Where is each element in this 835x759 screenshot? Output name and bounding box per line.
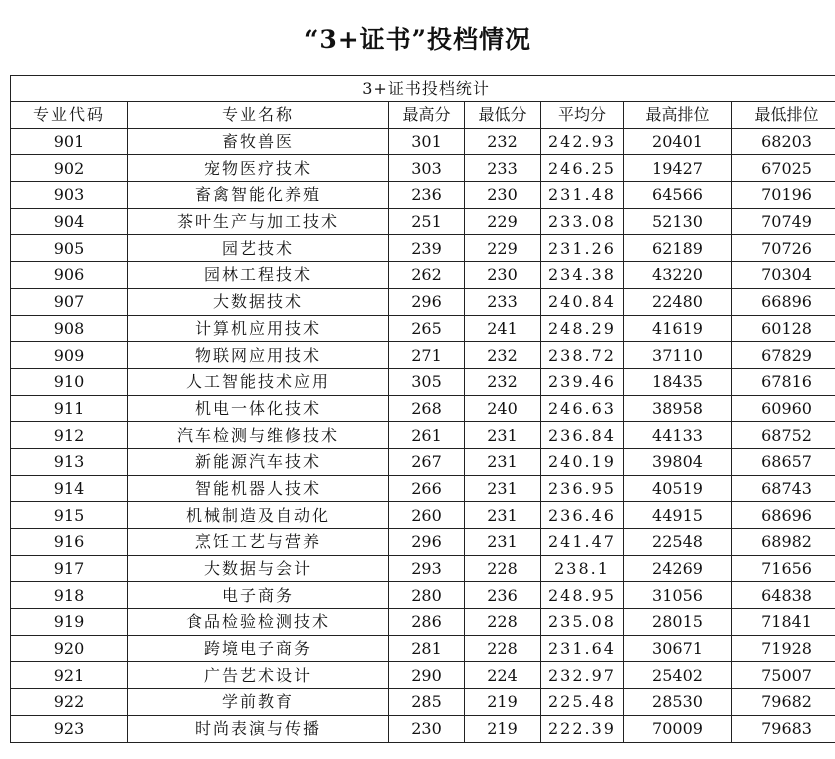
cell-major-name: 新能源汽车技术	[128, 448, 389, 475]
table-body	[11, 128, 835, 742]
cell-highest-rank: 62189	[624, 235, 732, 262]
table-row	[11, 235, 835, 262]
cell-major-name: 园艺技术	[128, 235, 389, 262]
table-caption: 3+证书投档统计	[11, 76, 835, 102]
table-row	[11, 288, 835, 315]
cell-average-score: 222.39	[541, 715, 624, 742]
cell-major-code: 908	[11, 315, 128, 342]
cell-major-name: 宠物医疗技术	[128, 155, 389, 182]
cell-major-name: 广告艺术设计	[128, 662, 389, 689]
cell-average-score: 238.1	[541, 555, 624, 582]
cell-major-name: 机械制造及自动化	[128, 502, 389, 529]
cell-lowest-rank: 60128	[732, 315, 835, 342]
cell-average-score: 246.25	[541, 155, 624, 182]
cell-lowest-score: 230	[465, 262, 541, 289]
cell-highest-score: 261	[389, 422, 465, 449]
cell-average-score: 235.08	[541, 609, 624, 636]
cell-lowest-rank: 66896	[732, 288, 835, 315]
cell-major-name: 大数据与会计	[128, 555, 389, 582]
cell-major-code: 906	[11, 262, 128, 289]
cell-highest-score: 266	[389, 475, 465, 502]
cell-major-name: 烹饪工艺与营养	[128, 529, 389, 556]
cell-major-code: 909	[11, 342, 128, 369]
cell-highest-rank: 70009	[624, 715, 732, 742]
cell-major-code: 915	[11, 502, 128, 529]
cell-lowest-score: 219	[465, 689, 541, 716]
table-row	[11, 635, 835, 662]
cell-major-name: 电子商务	[128, 582, 389, 609]
table-row	[11, 555, 835, 582]
cell-major-code: 913	[11, 448, 128, 475]
cell-highest-score: 260	[389, 502, 465, 529]
cell-lowest-rank: 68696	[732, 502, 835, 529]
cell-major-code: 920	[11, 635, 128, 662]
column-header-lowest-score: 最低分	[465, 102, 541, 129]
cell-major-name: 茶叶生产与加工技术	[128, 208, 389, 235]
cell-lowest-score: 229	[465, 235, 541, 262]
column-header-highest-rank: 最高排位	[624, 102, 732, 129]
cell-major-name: 畜禽智能化养殖	[128, 182, 389, 209]
table-row	[11, 342, 835, 369]
cell-highest-rank: 28530	[624, 689, 732, 716]
cell-average-score: 248.29	[541, 315, 624, 342]
cell-lowest-rank: 71928	[732, 635, 835, 662]
cell-lowest-rank: 71656	[732, 555, 835, 582]
cell-major-code: 916	[11, 529, 128, 556]
table-row	[11, 529, 835, 556]
cell-lowest-score: 231	[465, 475, 541, 502]
cell-highest-score: 303	[389, 155, 465, 182]
cell-lowest-rank: 67025	[732, 155, 835, 182]
cell-major-name: 食品检验检测技术	[128, 609, 389, 636]
cell-average-score: 238.72	[541, 342, 624, 369]
cell-major-name: 跨境电子商务	[128, 635, 389, 662]
table-row	[11, 368, 835, 395]
cell-major-code: 921	[11, 662, 128, 689]
cell-lowest-rank: 60960	[732, 395, 835, 422]
cell-highest-score: 296	[389, 288, 465, 315]
cell-major-code: 901	[11, 128, 128, 155]
cell-major-code: 911	[11, 395, 128, 422]
cell-average-score: 233.08	[541, 208, 624, 235]
cell-average-score: 236.95	[541, 475, 624, 502]
cell-major-name: 汽车检测与维修技术	[128, 422, 389, 449]
cell-lowest-rank: 67829	[732, 342, 835, 369]
cell-average-score: 241.47	[541, 529, 624, 556]
cell-lowest-rank: 71841	[732, 609, 835, 636]
cell-lowest-rank: 70749	[732, 208, 835, 235]
column-header-highest-score: 最高分	[389, 102, 465, 129]
cell-lowest-rank: 68743	[732, 475, 835, 502]
table-row	[11, 208, 835, 235]
cell-highest-score: 239	[389, 235, 465, 262]
cell-major-code: 904	[11, 208, 128, 235]
cell-major-code: 903	[11, 182, 128, 209]
cell-highest-rank: 24269	[624, 555, 732, 582]
cell-highest-score: 301	[389, 128, 465, 155]
cell-average-score: 246.63	[541, 395, 624, 422]
cell-highest-score: 293	[389, 555, 465, 582]
cell-highest-rank: 40519	[624, 475, 732, 502]
cell-highest-rank: 22548	[624, 529, 732, 556]
cell-highest-rank: 22480	[624, 288, 732, 315]
cell-average-score: 248.95	[541, 582, 624, 609]
cell-major-code: 905	[11, 235, 128, 262]
cell-lowest-score: 231	[465, 502, 541, 529]
table-row	[11, 315, 835, 342]
cell-major-name: 学前教育	[128, 689, 389, 716]
cell-major-name: 时尚表演与传播	[128, 715, 389, 742]
cell-major-code: 914	[11, 475, 128, 502]
cell-highest-score: 280	[389, 582, 465, 609]
cell-lowest-rank: 79682	[732, 689, 835, 716]
table-row	[11, 182, 835, 209]
cell-highest-rank: 44133	[624, 422, 732, 449]
cell-lowest-score: 241	[465, 315, 541, 342]
cell-average-score: 242.93	[541, 128, 624, 155]
cell-major-code: 912	[11, 422, 128, 449]
cell-highest-score: 267	[389, 448, 465, 475]
cell-average-score: 234.38	[541, 262, 624, 289]
table-row	[11, 128, 835, 155]
cell-lowest-score: 232	[465, 128, 541, 155]
table-row	[11, 609, 835, 636]
cell-lowest-rank: 67816	[732, 368, 835, 395]
cell-average-score: 225.48	[541, 689, 624, 716]
cell-highest-rank: 64566	[624, 182, 732, 209]
table-row	[11, 262, 835, 289]
cell-highest-rank: 18435	[624, 368, 732, 395]
cell-highest-score: 290	[389, 662, 465, 689]
cell-major-code: 907	[11, 288, 128, 315]
cell-major-code: 902	[11, 155, 128, 182]
cell-major-name: 大数据技术	[128, 288, 389, 315]
cell-highest-score: 285	[389, 689, 465, 716]
cell-lowest-rank: 68203	[732, 128, 835, 155]
table-row	[11, 395, 835, 422]
cell-lowest-score: 233	[465, 288, 541, 315]
cell-major-code: 919	[11, 609, 128, 636]
cell-highest-score: 236	[389, 182, 465, 209]
cell-lowest-score: 240	[465, 395, 541, 422]
cell-highest-rank: 28015	[624, 609, 732, 636]
cell-lowest-score: 233	[465, 155, 541, 182]
table-row	[11, 448, 835, 475]
column-header-average-score: 平均分	[541, 102, 624, 129]
cell-lowest-score: 231	[465, 529, 541, 556]
cell-lowest-score: 228	[465, 555, 541, 582]
cell-highest-rank: 25402	[624, 662, 732, 689]
cell-highest-score: 268	[389, 395, 465, 422]
cell-average-score: 236.46	[541, 502, 624, 529]
admission-statistics-table	[10, 75, 835, 743]
column-header-lowest-rank: 最低排位	[732, 102, 835, 129]
cell-lowest-rank: 75007	[732, 662, 835, 689]
cell-highest-rank: 31056	[624, 582, 732, 609]
table-row	[11, 582, 835, 609]
cell-average-score: 236.84	[541, 422, 624, 449]
cell-highest-rank: 44915	[624, 502, 732, 529]
cell-lowest-rank: 70304	[732, 262, 835, 289]
cell-lowest-score: 228	[465, 635, 541, 662]
cell-average-score: 232.97	[541, 662, 624, 689]
cell-lowest-rank: 68982	[732, 529, 835, 556]
cell-lowest-score: 219	[465, 715, 541, 742]
cell-major-name: 计算机应用技术	[128, 315, 389, 342]
cell-average-score: 240.84	[541, 288, 624, 315]
cell-highest-rank: 38958	[624, 395, 732, 422]
table-row	[11, 155, 835, 182]
cell-lowest-score: 229	[465, 208, 541, 235]
cell-highest-score: 296	[389, 529, 465, 556]
cell-major-code: 910	[11, 368, 128, 395]
table-row	[11, 689, 835, 716]
cell-highest-rank: 19427	[624, 155, 732, 182]
page-title: “3+证书”投档情况	[303, 25, 532, 54]
cell-highest-score: 230	[389, 715, 465, 742]
cell-lowest-score: 231	[465, 448, 541, 475]
cell-highest-score: 281	[389, 635, 465, 662]
table-row	[11, 502, 835, 529]
cell-major-code: 917	[11, 555, 128, 582]
cell-highest-rank: 30671	[624, 635, 732, 662]
cell-lowest-score: 224	[465, 662, 541, 689]
cell-major-name: 智能机器人技术	[128, 475, 389, 502]
cell-highest-score: 286	[389, 609, 465, 636]
cell-major-name: 物联网应用技术	[128, 342, 389, 369]
cell-lowest-score: 236	[465, 582, 541, 609]
cell-highest-score: 262	[389, 262, 465, 289]
cell-lowest-rank: 64838	[732, 582, 835, 609]
cell-major-code: 922	[11, 689, 128, 716]
cell-major-name: 人工智能技术应用	[128, 368, 389, 395]
column-header-major-name: 专业名称	[128, 102, 389, 129]
cell-highest-rank: 43220	[624, 262, 732, 289]
cell-average-score: 240.19	[541, 448, 624, 475]
cell-average-score: 231.64	[541, 635, 624, 662]
cell-highest-rank: 37110	[624, 342, 732, 369]
table-header-row	[11, 102, 835, 129]
table-row	[11, 662, 835, 689]
cell-average-score: 231.26	[541, 235, 624, 262]
cell-highest-rank: 41619	[624, 315, 732, 342]
cell-lowest-score: 230	[465, 182, 541, 209]
cell-lowest-rank: 70726	[732, 235, 835, 262]
cell-highest-rank: 20401	[624, 128, 732, 155]
column-header-major-code: 专业代码	[11, 102, 128, 129]
cell-highest-rank: 39804	[624, 448, 732, 475]
table-row	[11, 715, 835, 742]
table-row	[11, 422, 835, 449]
cell-lowest-rank: 79683	[732, 715, 835, 742]
cell-lowest-score: 232	[465, 342, 541, 369]
cell-lowest-score: 232	[465, 368, 541, 395]
cell-highest-score: 265	[389, 315, 465, 342]
cell-highest-rank: 52130	[624, 208, 732, 235]
cell-major-name: 园林工程技术	[128, 262, 389, 289]
cell-lowest-rank: 70196	[732, 182, 835, 209]
cell-average-score: 239.46	[541, 368, 624, 395]
table-row	[11, 475, 835, 502]
cell-lowest-score: 228	[465, 609, 541, 636]
cell-major-code: 918	[11, 582, 128, 609]
cell-major-name: 机电一体化技术	[128, 395, 389, 422]
cell-highest-score: 251	[389, 208, 465, 235]
cell-highest-score: 305	[389, 368, 465, 395]
cell-major-name: 畜牧兽医	[128, 128, 389, 155]
cell-lowest-rank: 68657	[732, 448, 835, 475]
cell-lowest-score: 231	[465, 422, 541, 449]
cell-average-score: 231.48	[541, 182, 624, 209]
cell-lowest-rank: 68752	[732, 422, 835, 449]
cell-highest-score: 271	[389, 342, 465, 369]
table-caption-row	[11, 76, 835, 102]
cell-major-code: 923	[11, 715, 128, 742]
